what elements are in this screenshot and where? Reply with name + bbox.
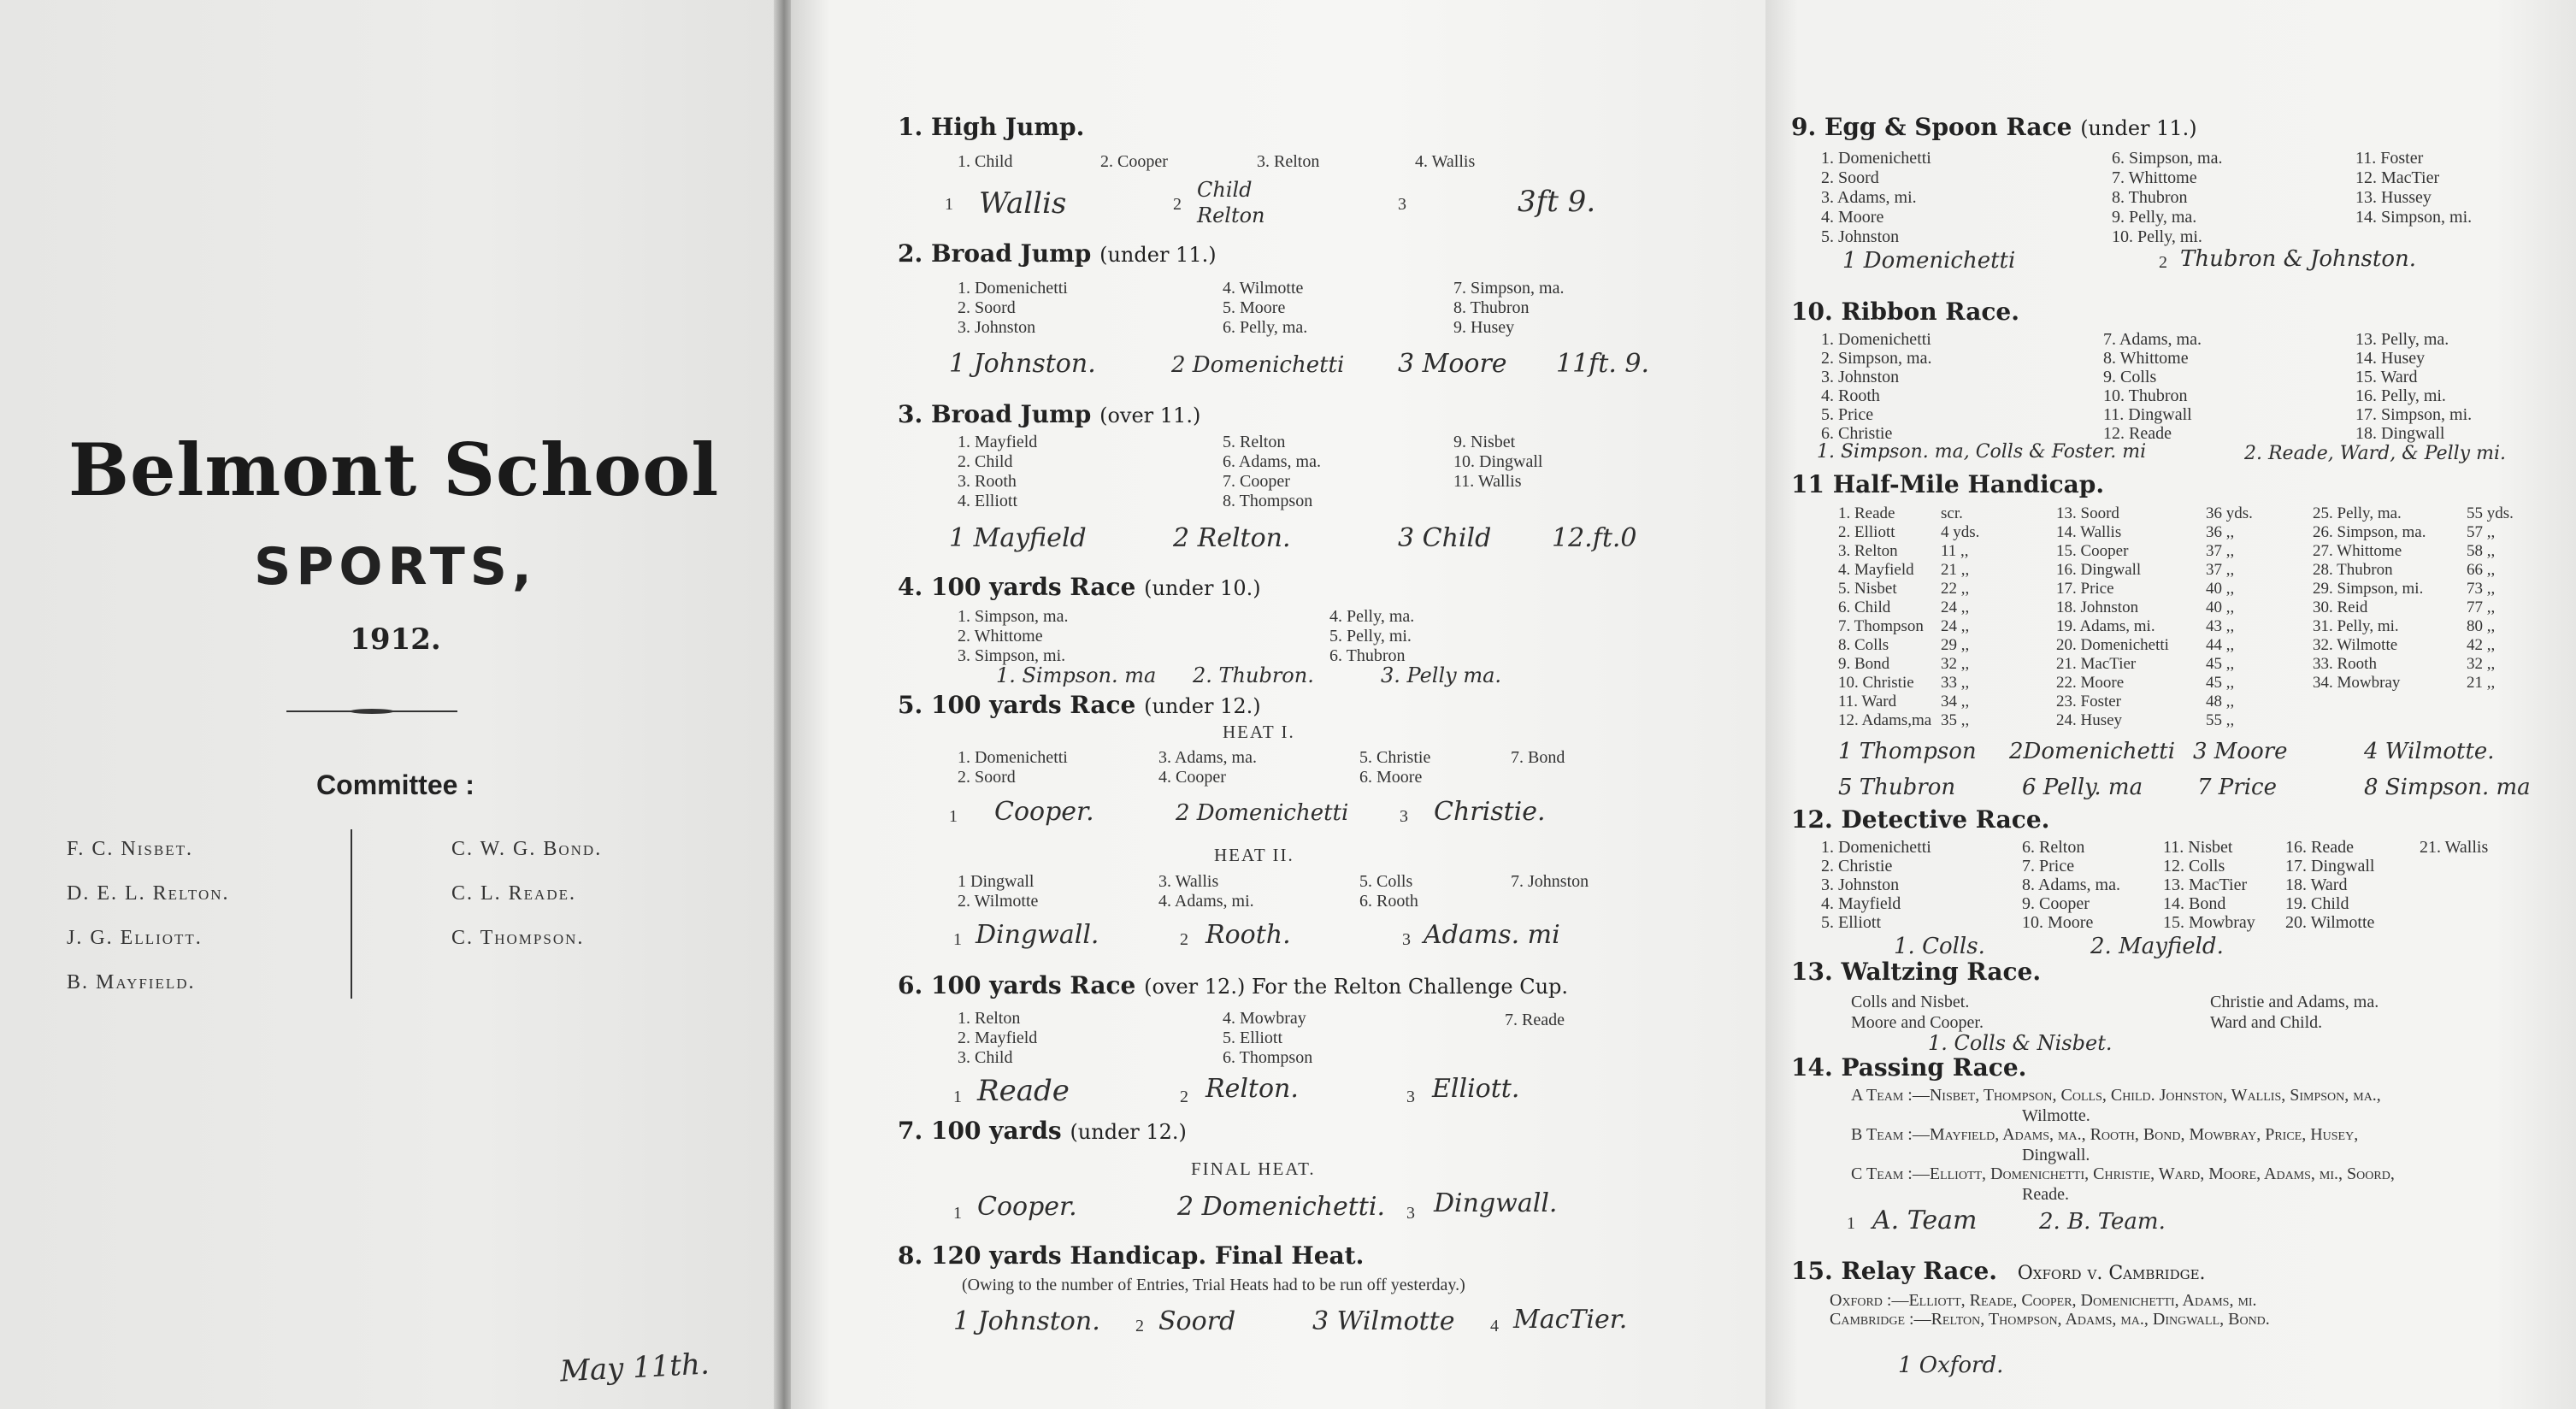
handwritten-measure: 3ft 9.: [1518, 185, 1596, 219]
entrant-column: 3. Adams, ma. 4. Cooper: [1158, 748, 1257, 787]
handwritten-result: 5 Thubron: [1838, 775, 1956, 800]
place-number: 1: [953, 930, 962, 949]
entrant-column: 1. Mayfield 2. Child 3. Rooth 4. Elliott: [958, 433, 1038, 510]
event-title: 9. Egg & Spoon Race (under 11.): [1791, 113, 2197, 141]
place-number: 2: [1173, 195, 1182, 214]
entrant: 7. Johnston: [1511, 872, 1589, 891]
cover-title: Belmont School: [68, 427, 720, 512]
committee-member: B. Mayfield.: [67, 971, 196, 993]
handwritten-result: 8 Simpson. ma: [2364, 775, 2531, 800]
handwritten-result: 1 Johnston.: [949, 349, 1096, 379]
entrant-column: 1. Relton 2. Mayfield 3. Child: [958, 1009, 1038, 1067]
handwritten-result: Reade: [977, 1074, 1070, 1108]
entrant: 1. Child: [958, 152, 1013, 171]
place-number: 2: [1180, 930, 1188, 949]
handwritten-result: Thubron & Johnston.: [2180, 246, 2416, 272]
entrant: 7. Reade: [1505, 1011, 1565, 1029]
handicap-names: 25. Pelly, ma. 26. Simpson, ma. 27. Whittome 28. Thubron 29. Simpson, mi. 30. Reid 31. Pelly, mi. 32. Wilmotte 33. Rooth 34. Mowbray: [2313, 504, 2426, 692]
events-page-right: [1765, 0, 2576, 1409]
handwritten-result: Dingwall.: [976, 920, 1099, 950]
heat-label: HEAT II.: [1214, 845, 1294, 865]
place-number: 3: [1402, 930, 1411, 949]
committee-member: C. L. Reade.: [451, 882, 576, 905]
event-title: 13. Waltzing Race.: [1791, 958, 2042, 986]
entrant-column: 1. Domenichetti 2. Christie 3. Johnston 4. Mayfield 5. Elliott: [1821, 838, 1931, 932]
handwritten-result: 3 Moore: [1398, 349, 1507, 379]
place-number: 2: [1180, 1088, 1188, 1106]
entrant: 7. Bond: [1511, 748, 1565, 767]
handwritten-result: 1. Colls.: [1894, 934, 1985, 959]
handwritten-result: 2. Reade, Ward, & Pelly mi.: [2244, 443, 2506, 464]
team-line: Wilmotte.: [2022, 1106, 2090, 1125]
entrant: 3. Relton: [1257, 152, 1320, 171]
handwritten-result: 2 Relton.: [1173, 523, 1291, 553]
place-number: 2: [2159, 253, 2167, 272]
handwritten-result: 1 Domenichetti: [1842, 248, 2016, 274]
entrant-column: 13. Pelly, ma. 14. Husey 15. Ward 16. Pelly, mi. 17. Simpson, mi. 18. Dingwall: [2355, 330, 2473, 443]
handwritten-result: 1 Mayfield: [949, 523, 1087, 553]
handwritten-result: 2 Domenichetti: [1171, 352, 1345, 378]
handwritten-result: 2 Domenichetti.: [1177, 1192, 1385, 1222]
handwritten-result: Cooper.: [994, 797, 1094, 827]
team-line: Dingwall.: [2022, 1146, 2090, 1164]
entrant-column: 1. Domenichetti 2. Soord 3. Adams, mi. 4. Moore 5. Johnston: [1821, 149, 1931, 246]
entrant-column: 6. Relton 7. Price 8. Adams, ma. 9. Cooper 10. Moore: [2022, 838, 2120, 932]
handwritten-result: 2. B. Team.: [2039, 1209, 2166, 1235]
handicap-yards: 36 yds. 36 ,, 37 ,, 37 ,, 40 ,, 40 ,, 43 ,, 44 ,, 45 ,, 45 ,, 48 ,, 55 ,,: [2206, 504, 2253, 729]
entrant-column: 1. Domenichetti 2. Simpson, ma. 3. Johnston 4. Rooth 5. Price 6. Christie: [1821, 330, 1932, 443]
committee-member: C. W. G. Bond.: [451, 838, 603, 860]
team-line: Oxford :—Elliott, Reade, Cooper, Domenichetti, Adams, mi.: [1830, 1291, 2257, 1310]
handwritten-result: 3 Moore: [2193, 739, 2288, 764]
cover-year: 1912.: [350, 622, 441, 657]
place-number: 3: [1400, 807, 1408, 826]
entrant: 2. Cooper: [1100, 152, 1168, 171]
handwritten-result: 1. Colls & Nisbet.: [1928, 1031, 2113, 1055]
pair-column: Christie and Adams, ma. Ward and Child.: [2210, 993, 2379, 1032]
committee-divider: [351, 829, 352, 999]
handwritten-result: 3 Wilmotte: [1312, 1306, 1455, 1336]
entrant-column: 5. Colls 6. Rooth: [1359, 872, 1418, 911]
entrant-column: 5. Christie 6. Moore: [1359, 748, 1431, 787]
handwritten-result: Soord: [1158, 1306, 1236, 1336]
event-title: 8. 120 yards Handicap. Final Heat.: [898, 1241, 1365, 1270]
event-title: 6. 100 yards Race (over 12.) For the Relton Challenge Cup.: [898, 971, 1569, 999]
team-line: Reade.: [2022, 1185, 2069, 1204]
entrant-column: 16. Reade 17. Dingwall 18. Ward 19. Child 20. Wilmotte: [2285, 838, 2375, 932]
event-title: 3. Broad Jump (over 11.): [898, 400, 1201, 428]
event-title: 12. Detective Race.: [1791, 805, 2050, 834]
handwritten-result: 1 Oxford.: [1898, 1353, 2004, 1378]
entrant-column: 1. Simpson, ma. 2. Whittome 3. Simpson, mi.: [958, 607, 1069, 665]
entrant-column: 4. Mowbray 5. Elliott 6. Thompson: [1223, 1009, 1313, 1067]
entrant-column: 1 Dingwall 2. Wilmotte: [958, 872, 1039, 911]
place-number: 1: [949, 807, 958, 826]
entrant-column: 11. Foster 12. MacTier 13. Hussey 14. Simpson, mi.: [2355, 149, 2473, 227]
place-number: 3: [1406, 1088, 1415, 1106]
team-line: A Team :—Nisbet, Thompson, Colls, Child. Johnston, Wallis, Simpson, ma.,: [1851, 1086, 2381, 1105]
committee-member: C. Thompson.: [451, 927, 585, 949]
handwritten-result: Dingwall.: [1434, 1188, 1558, 1218]
handwritten-result: A. Team: [1872, 1206, 1978, 1235]
entrant-column: 5. Relton 6. Adams, ma. 7. Cooper 8. Thompson: [1223, 433, 1321, 510]
event-title: 14. Passing Race.: [1791, 1053, 2027, 1082]
entrant-column: 7. Adams, ma. 8. Whittome 9. Colls 10. Thubron 11. Dingwall 12. Reade: [2103, 330, 2202, 443]
handwritten-result: MacTier.: [1513, 1305, 1628, 1335]
place-number: 1: [953, 1204, 962, 1223]
team-line: B Team :—Mayfield, Adams, ma., Rooth, Bond, Mowbray, Price, Husey,: [1851, 1125, 2359, 1144]
entrant-column: 7. Simpson, ma. 8. Thubron 9. Husey: [1453, 279, 1565, 337]
committee-member: F. C. Nisbet.: [67, 838, 193, 860]
pair-column: Colls and Nisbet. Moore and Cooper.: [1851, 993, 1984, 1032]
place-number: 1: [945, 195, 953, 214]
handwritten-result: Relton: [1197, 203, 1265, 227]
committee-heading: Committee :: [316, 769, 475, 800]
place-number: 3: [1406, 1204, 1415, 1223]
handwritten-result: 3. Pelly ma.: [1381, 663, 1502, 687]
entrant-column: 11. Nisbet 12. Colls 13. MacTier 14. Bond 15. Mowbray: [2163, 838, 2255, 932]
handwritten-result: 2. Mayfield.: [2090, 934, 2224, 959]
handwritten-result: Elliott.: [1432, 1074, 1520, 1104]
handwritten-measure: 12.ft.0: [1552, 523, 1637, 553]
event-title: 11 Half-Mile Handicap.: [1791, 470, 2105, 498]
cover-page: [0, 0, 791, 1409]
event-note: (Owing to the number of Entries, Trial Heats had to be run off yesterday.): [962, 1276, 1465, 1294]
handwritten-result: Rooth.: [1205, 920, 1291, 950]
handwritten-result: 1. Simpson. ma: [996, 663, 1157, 687]
place-number: 1: [953, 1088, 962, 1106]
committee-member: D. E. L. Relton.: [67, 882, 230, 905]
handwritten-result: 3 Child: [1398, 523, 1492, 553]
event-title: 15. Relay Race. Oxford v. Cambridge.: [1791, 1257, 2206, 1285]
handwritten-date: May 11th.: [559, 1347, 710, 1389]
event-title: 10. Ribbon Race.: [1791, 298, 2019, 326]
events-page-left: [791, 0, 1765, 1409]
entrant-column: 9. Nisbet 10. Dingwall 11. Wallis: [1453, 433, 1543, 491]
handwritten-result: 2 Domenichetti: [1176, 800, 1349, 826]
handwritten-result: Relton.: [1205, 1074, 1299, 1104]
committee-member: J. G. Elliott.: [67, 927, 203, 949]
team-line: C Team :—Elliott, Domenichetti, Christie, Ward, Moore, Adams, mi., Soord,: [1851, 1164, 2395, 1183]
handwritten-result: 1. Simpson. ma, Colls & Foster. mi: [1817, 441, 2147, 463]
handwritten-result: Christie.: [1434, 797, 1546, 827]
entrant: 4. Wallis: [1415, 152, 1476, 171]
place-number: 1: [1847, 1214, 1855, 1233]
entrant-column: 3. Wallis 4. Adams, mi.: [1158, 872, 1254, 911]
handicap-names: 1. Reade 2. Elliott 3. Relton 4. Mayfield 5. Nisbet 6. Child 7. Thompson 8. Colls 9. Bond 10. Christie 11. Ward 12. Adams,ma: [1838, 504, 1932, 729]
handwritten-result: 2Domenichetti: [2009, 739, 2176, 764]
entrant-column: 4. Wilmotte 5. Moore 6. Pelly, ma.: [1223, 279, 1308, 337]
event-title: 2. Broad Jump (under 11.): [898, 239, 1217, 268]
handwritten-result: Child: [1197, 178, 1253, 202]
event-title: 1. High Jump.: [898, 113, 1085, 141]
handwritten-result: 4 Wilmotte.: [2364, 739, 2495, 764]
handwritten-result: 2. Thubron.: [1193, 663, 1314, 687]
event-title: 4. 100 yards Race (under 10.): [898, 573, 1261, 601]
place-number: 2: [1135, 1317, 1144, 1335]
ornament-divider-icon: [286, 708, 457, 715]
event-title: 5. 100 yards Race (under 12.): [898, 691, 1261, 719]
heat-label: FINAL HEAT.: [1191, 1158, 1316, 1179]
handwritten-result: Cooper.: [977, 1192, 1077, 1222]
handwritten-result: 1 Johnston.: [953, 1306, 1100, 1336]
team-line: Cambridge :—Relton, Thompson, Adams, ma., Dingwall, Bond.: [1830, 1310, 2270, 1329]
entrant-column: 4. Pelly, ma. 5. Pelly, mi. 6. Thubron: [1329, 607, 1415, 665]
heat-label: HEAT I.: [1223, 722, 1295, 742]
handwritten-measure: 11ft. 9.: [1556, 349, 1650, 379]
entrant-column: 6. Simpson, ma. 7. Whittome 8. Thubron 9. Pelly, ma. 10. Pelly, mi.: [2112, 149, 2223, 246]
handicap-yards: 55 yds. 57 ,, 58 ,, 66 ,, 73 ,, 77 ,, 80 ,, 42 ,, 32 ,, 21 ,,: [2467, 504, 2514, 692]
handicap-yards: scr. 4 yds. 11 ,, 21 ,, 22 ,, 24 ,, 24 ,, 29 ,, 32 ,, 33 ,, 34 ,, 35 ,,: [1941, 504, 1980, 729]
handwritten-result: 1 Thompson: [1838, 739, 1977, 764]
entrant-column: 1. Domenichetti 2. Soord: [958, 748, 1068, 787]
entrant: 21. Wallis: [2420, 838, 2489, 857]
event-title: 7. 100 yards (under 12.): [898, 1117, 1187, 1145]
handwritten-result: 6 Pelly. ma: [2022, 775, 2143, 800]
place-number: 3: [1398, 195, 1406, 214]
handicap-names: 13. Soord 14. Wallis 15. Cooper 16. Dingwall 17. Price 18. Johnston 19. Adams, mi. 20. Domenichetti 21. MacTier 22. Moore 23. Foster 24. Husey: [2056, 504, 2169, 729]
entrant-column: 1. Domenichetti 2. Soord 3. Johnston: [958, 279, 1068, 337]
handwritten-result: Adams. mi: [1424, 920, 1560, 950]
cover-sports: SPORTS,: [254, 537, 537, 597]
place-number: 4: [1490, 1317, 1499, 1335]
handwritten-result: 7 Price: [2197, 775, 2277, 800]
handwritten-result: Wallis: [979, 186, 1067, 221]
